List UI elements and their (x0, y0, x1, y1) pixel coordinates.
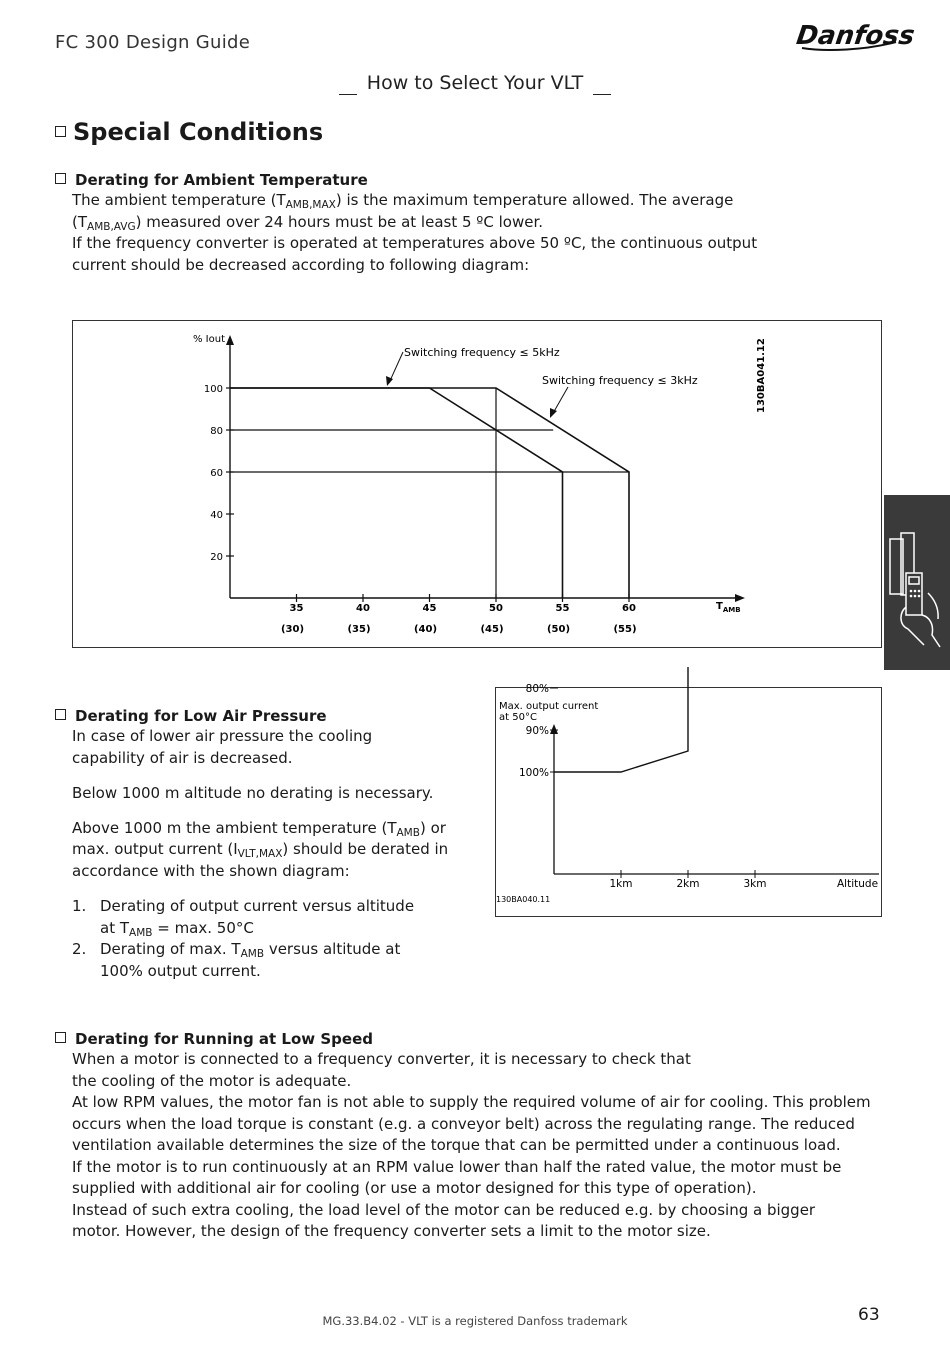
speed-paragraph-3: If the motor is to run continuously at an RPM value lower than half the rated value, the motor must be supplied with additional air for cooling (or use a motor designed for this type of operation). (72, 1157, 842, 1197)
y-tick-label: 20 (210, 552, 223, 563)
pressure-list (72, 896, 427, 982)
speed-heading: Derating for Running at Low Speed (55, 1030, 875, 1048)
y-tick-label: 100 (203, 384, 223, 395)
list-item: 1. Derating of output current versus altitude at $T_{AMB} = \max$. 50°C (72, 897, 415, 939)
checkbox-bullet-icon (55, 173, 66, 184)
x-tick-alt-label: (30) (280, 624, 305, 635)
pressure-section (55, 707, 455, 982)
footer-text: MG.33.B4.02 - VLT is a registered Danfoss trademark (322, 1314, 628, 1328)
x-axis-label: Altitude (837, 878, 879, 890)
list-item: 2. Derating of max. $T_{AMB}$ versus altitude at 100% output current. (72, 940, 401, 980)
x-tick-alt-label: (35) (347, 624, 371, 635)
altitude-derating-svg (496, 683, 881, 916)
y-tick-label: 100% (518, 767, 549, 779)
ambient-heading: Derating for Ambient Temperature (55, 171, 795, 189)
speed-paragraph-4: Instead of such extra cooling, the load level of the motor can be reduced e.g. by choosing a bigger motor. However, the design of the frequency converter sets a limit to the motor size. (72, 1200, 816, 1240)
section-title-text: How to Select Your VLT (366, 72, 584, 94)
y-tick-label: 80 (210, 426, 223, 437)
series-5khz-line (230, 388, 629, 598)
speed-section (55, 1030, 875, 1243)
chapter-side-tab[interactable] (884, 495, 950, 670)
annotation-3khz: Switching frequency ≤ 3kHz (542, 374, 698, 387)
x-tick-label: 55 (555, 603, 570, 614)
x-tick-label: 45 (422, 603, 437, 614)
y-tick-label: 60 (210, 468, 223, 479)
chart-ref-code: 130BA041.12 (756, 338, 767, 413)
x-tick-alt-label: (55) (613, 624, 637, 635)
temperature-derating-chart (72, 320, 882, 648)
x-tick-label: 35 (289, 603, 304, 614)
x-axis-arrow (735, 594, 745, 602)
danfoss-logo (794, 12, 917, 58)
checkbox-bullet-icon (55, 126, 66, 137)
y-axis-arrow (226, 335, 234, 345)
y-axis-label: Max. output current at 50°C (499, 701, 599, 723)
speed-paragraph-1: When a motor is connected to a frequency converter, it is necessary to check that the cooling of the motor is adequate. (72, 1050, 691, 1090)
heading-text: Special Conditions (73, 118, 324, 146)
y-tick-label: 80% (525, 683, 549, 695)
x-tick-label: 40 (356, 603, 370, 614)
x-tick-alt-label: (40) (413, 624, 438, 635)
pressure-paragraph-2: Below 1000 m altitude no derating is necessary. (72, 784, 434, 802)
x-tick-label: 1km (609, 878, 633, 890)
pressure-paragraph-3: Above 1000 m the ambient temperature $(T_{AMB})$ or max. output current $(I_{VLT,MAX})$ should be derated in accordance with the shown diagram: (72, 818, 449, 880)
temperature-derating-svg (73, 321, 881, 647)
page-number: 63 (858, 1305, 880, 1325)
annotation-3khz-arrowhead (550, 408, 557, 418)
section-title (0, 72, 950, 95)
annotation-5khz: Switching frequency ≤ 5kHz (404, 346, 560, 359)
x-tick-label: 60 (622, 603, 636, 614)
ambient-paragraph-2: If the frequency converter is operated at temperatures above 50 ºC, the continuous output current should be decreased according to following diagram: (72, 234, 758, 274)
heading-special-conditions (55, 118, 323, 146)
document-title: FC 300 Design Guide (55, 32, 251, 53)
chart-ref-code: 130BA040.11 (496, 895, 551, 904)
y-axis-arrow (550, 724, 558, 734)
svg-text:Danfoss: Danfoss (794, 21, 917, 51)
x-tick-alt-label: (45) (480, 624, 504, 635)
x-tick-label: 2km (676, 878, 700, 890)
altitude-derating-line (554, 667, 688, 772)
x-axis-label: $T_{AMB}$ (716, 601, 741, 614)
y-axis-label: % Iout (193, 334, 226, 345)
x-tick-label: 50 (489, 603, 503, 614)
pressure-heading: Derating for Low Air Pressure (55, 707, 455, 725)
y-tick-label: 40 (210, 510, 223, 521)
y-tick-label: 90% (525, 725, 549, 737)
x-tick-alt-label: (50) (546, 624, 571, 635)
pressure-paragraph-1: In case of lower air pressure the cooling capability of air is decreased. (72, 727, 373, 767)
altitude-derating-chart (495, 683, 882, 917)
hand-device-icon (884, 495, 950, 670)
x-tick-label: 3km (743, 878, 767, 890)
ambient-paragraph-1: The ambient temperature $(T_{AMB,MAX})$ is the maximum temperature allowed. The average $(T_{AMB,AVG})$ measured over 24 hours must be at least 5 ºC lower. (72, 191, 734, 233)
ambient-section (55, 171, 795, 276)
series-3khz-line (230, 388, 563, 598)
checkbox-bullet-icon (55, 1032, 66, 1043)
speed-paragraph-2: At low RPM values, the motor fan is not able to supply the required volume of air for cooling. This problem occurs when the load torque is constant (e.g. a conveyor belt) across the regulating range. The reduced ventilation available determines the size of the torque that can be permitted under a continuous load. (72, 1093, 871, 1154)
checkbox-bullet-icon (55, 709, 66, 720)
